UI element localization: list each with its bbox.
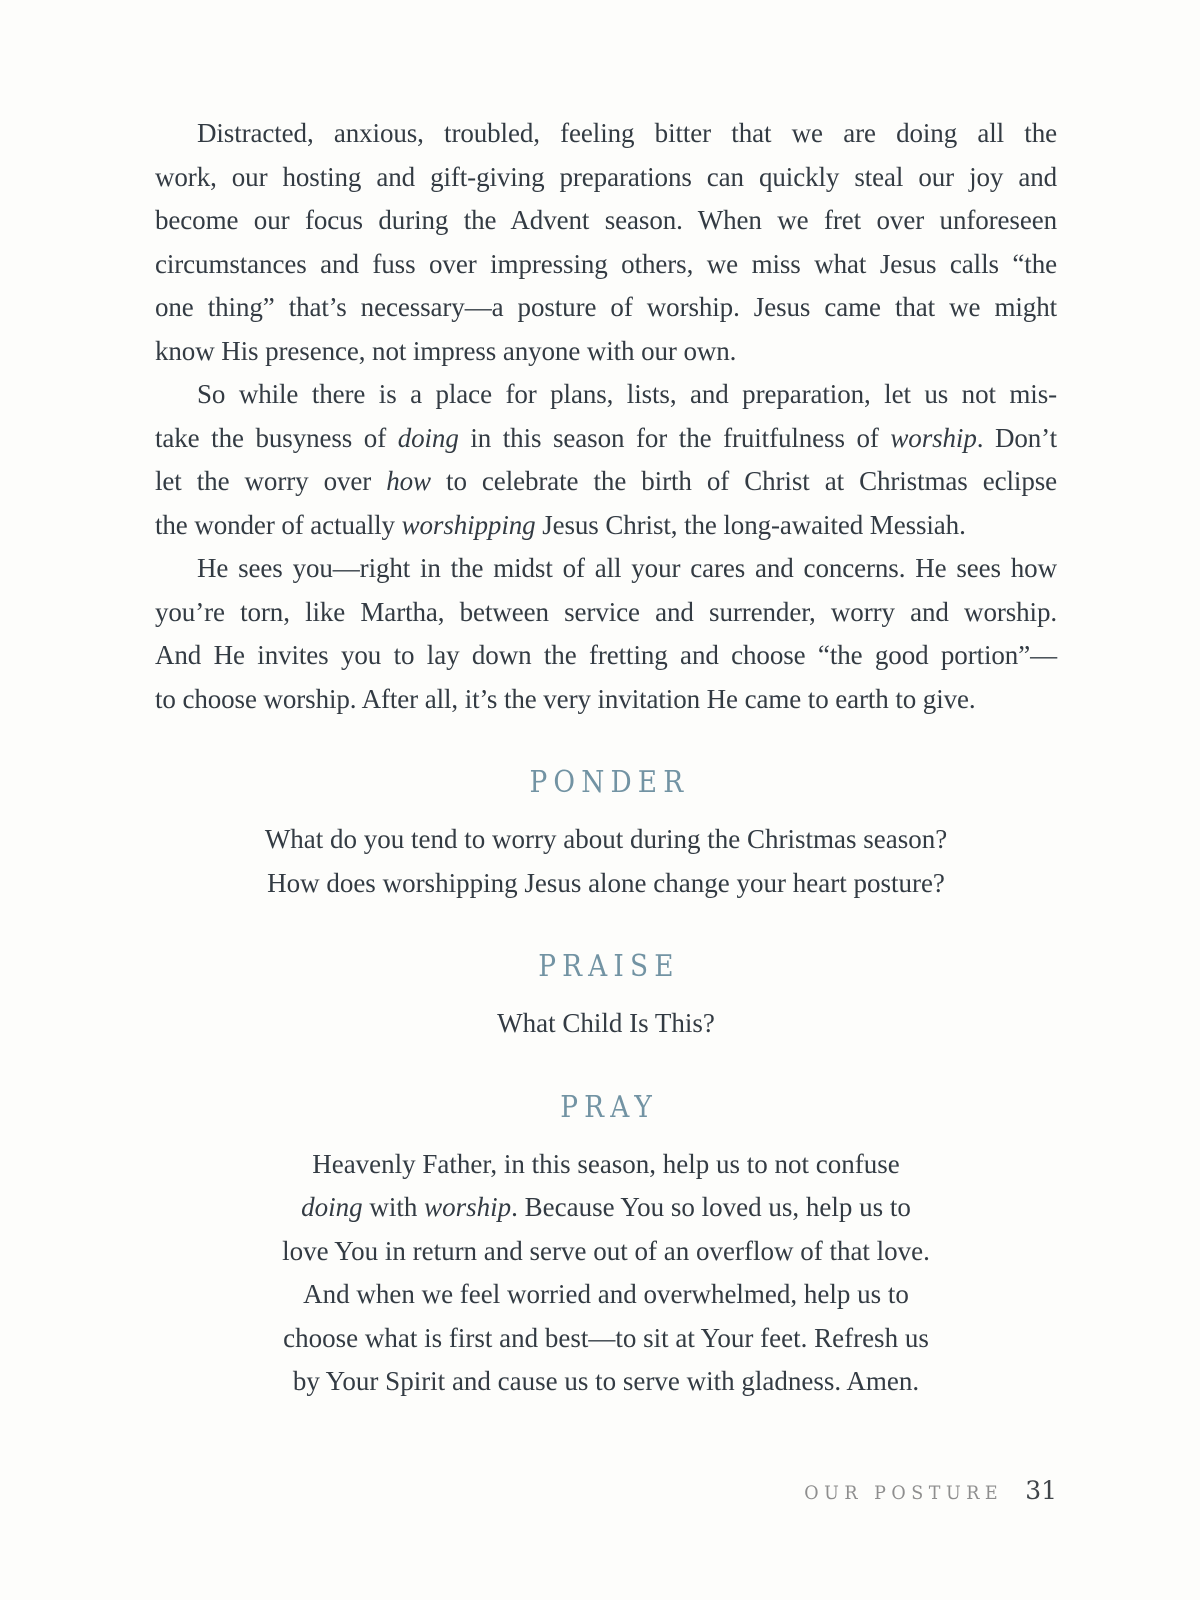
text-run: . Don’t xyxy=(976,422,1057,453)
text-run: work, our hosting and gift-giving preparations can quickly steal our joy and xyxy=(155,161,1057,192)
section-text-line xyxy=(155,818,1057,862)
text-line xyxy=(155,286,1057,330)
text-run: love You in return and serve out of an overflow of that love. xyxy=(282,1235,930,1266)
italic-run: worshipping xyxy=(401,509,536,540)
text-line xyxy=(155,504,1057,548)
italic-run: worship xyxy=(424,1192,512,1222)
text-run: know His presence, not impress anyone with our own. xyxy=(155,335,737,366)
text-run: take the busyness of xyxy=(155,422,398,453)
italic-run: worship xyxy=(890,422,977,453)
text-line xyxy=(155,243,1057,287)
text-run: by Your Spirit and cause us to serve with gladness. Amen. xyxy=(292,1366,920,1396)
paragraph xyxy=(155,547,1057,721)
text-line xyxy=(155,330,1057,374)
section-heading-label: PONDER xyxy=(529,765,689,800)
text-line xyxy=(155,678,1057,722)
text-line xyxy=(155,634,1057,678)
italic-run: how xyxy=(386,466,431,496)
text-run: What Child Is This? xyxy=(497,1008,715,1038)
text-line xyxy=(155,112,1057,156)
text-line xyxy=(155,156,1057,200)
section-text-line xyxy=(155,1273,1057,1317)
text-line xyxy=(155,460,1057,504)
text-run: in this season for the fruitfulness of xyxy=(458,422,891,453)
text-run: And He invites you to lay down the fretting and choose “the good portion”— xyxy=(155,640,1057,670)
text-run: Distracted, anxious, troubled, feeling bitter that we are doing all the xyxy=(197,118,1057,148)
section-heading-pray xyxy=(155,1088,1057,1128)
text-run: And when we feel worried and overwhelmed, help us to xyxy=(303,1279,909,1309)
text-run: to celebrate the birth of Christ at Christmas eclipse xyxy=(430,466,1058,496)
text-run: How does worshipping Jesus alone change your heart posture? xyxy=(267,867,945,898)
text-line xyxy=(155,591,1057,635)
text-line xyxy=(155,199,1057,243)
text-line xyxy=(155,547,1057,591)
text-run: one thing” that’s necessary—a posture of worship. Jesus came that we might xyxy=(155,292,1057,322)
section-heading-ponder xyxy=(155,763,1057,803)
section-text-line xyxy=(155,1360,1057,1404)
text-run: What do you tend to worry about during the Christmas season? xyxy=(264,824,948,854)
page-number: 31 xyxy=(1025,1476,1057,1505)
text-line xyxy=(155,373,1057,417)
text-run: He sees you—right in the midst of all your cares and concerns. He sees how xyxy=(197,553,1057,583)
section-heading-praise xyxy=(155,947,1057,987)
text-line xyxy=(155,417,1057,461)
text-run: become our focus during the Advent season. When we fret over unforeseen xyxy=(155,205,1057,235)
text-run: let the worry over xyxy=(155,466,387,496)
paragraph xyxy=(155,112,1057,373)
page-footer xyxy=(787,1476,1057,1505)
body-paragraphs xyxy=(155,112,1057,721)
italic-run: doing xyxy=(397,422,459,453)
paragraph xyxy=(155,373,1057,547)
section-heading-label: PRAISE xyxy=(538,949,680,984)
section-text-line xyxy=(155,1143,1057,1187)
section-heading-label: PRAY xyxy=(560,1089,658,1125)
running-footer-title: OUR POSTURE xyxy=(804,1482,1004,1504)
sections xyxy=(155,763,1057,1404)
text-run: you’re torn, like Martha, between service and surrender, worry and worship. xyxy=(155,596,1057,627)
text-run: Heavenly Father, in this season, help us to not confuse xyxy=(312,1148,900,1179)
text-run: choose what is first and best—to sit at Your feet. Refresh us xyxy=(283,1322,929,1353)
section-text-line xyxy=(155,1317,1057,1361)
section-text-line xyxy=(155,862,1057,906)
italic-run: doing xyxy=(301,1192,363,1222)
text-run: with xyxy=(362,1192,425,1222)
section-text-line xyxy=(155,1230,1057,1274)
section-text-line xyxy=(155,1186,1057,1230)
text-run: . Because You so loved us, help us to xyxy=(511,1192,911,1222)
section-text-line xyxy=(155,1002,1057,1046)
text-run: circumstances and fuss over impressing others, we miss what Jesus calls “the xyxy=(155,248,1057,279)
text-run: the wonder of actually xyxy=(155,509,402,540)
text-run: to choose worship. After all, it’s the very invitation He came to earth to give. xyxy=(155,683,976,714)
text-run: Jesus Christ, the long-awaited Messiah. xyxy=(535,509,966,540)
text-run: So while there is a place for plans, lists, and preparation, let us not mis- xyxy=(197,379,1057,409)
